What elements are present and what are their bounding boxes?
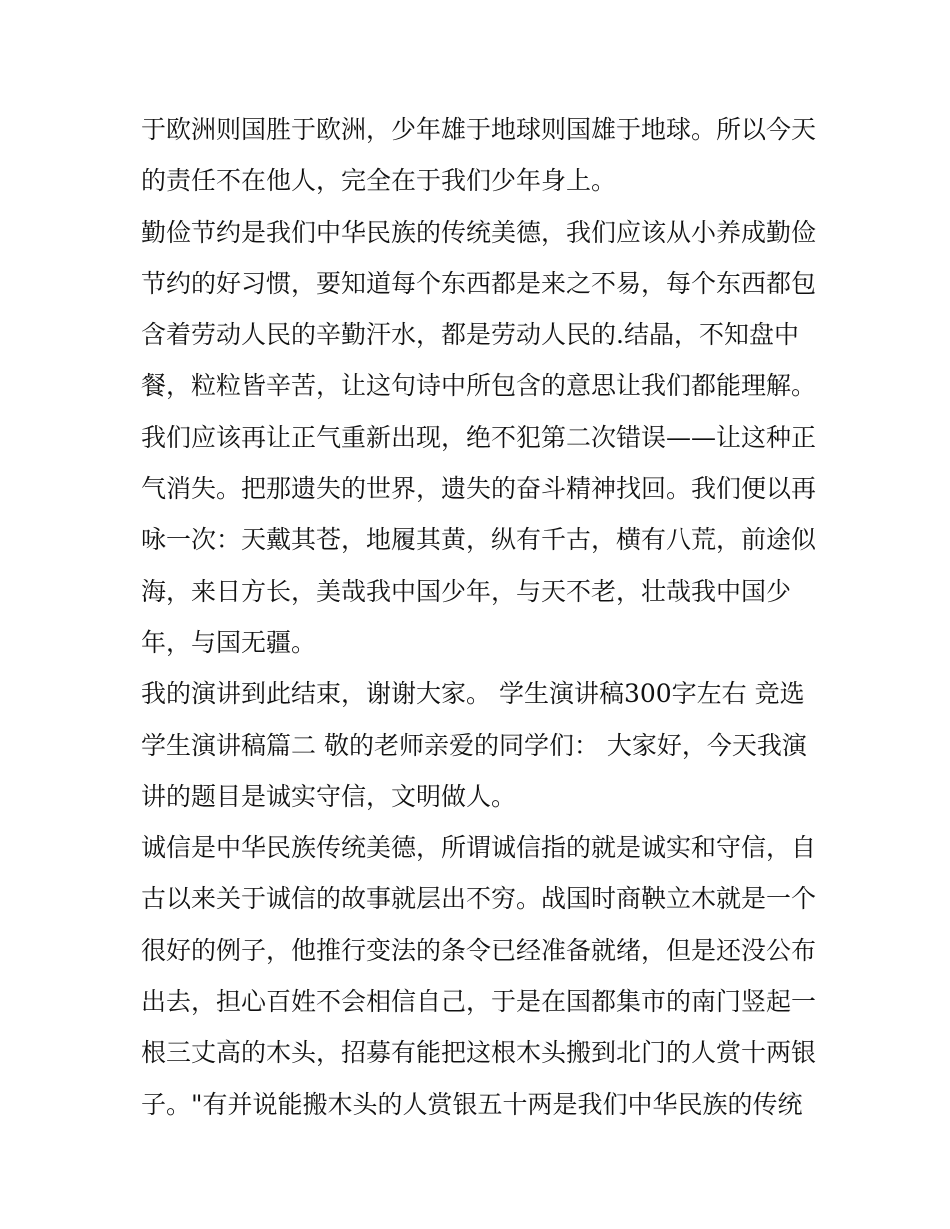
- text-line: 出去，担心百姓不会相信自己，于是在国都集市的南门竖起一: [141, 987, 817, 1017]
- text-line: 古以来关于诚信的故事就层出不穷。战国时商鞅立木就是一个: [141, 884, 817, 914]
- body-text: [141, 104, 817, 1130]
- text-line: 餐，粒粒皆辛苦，让这句诗中所包含的意思让我们都能理解。: [141, 371, 817, 401]
- text-line: 于欧洲则国胜于欧洲，少年雄于地球则国雄于地球。所以今天: [141, 115, 817, 144]
- text-line: 年，与国无疆。: [141, 627, 317, 657]
- text-line: 勤俭节约是我们中华民族的传统美德，我们应该从小养成勤俭: [141, 217, 817, 247]
- text-line: 学生演讲稿篇二 敬的老师亲爱的同学们： 大家好，今天我演: [141, 730, 807, 760]
- text-line: 含着劳动人民的辛勤汗水，都是劳动人民的.结晶，不知盘中: [141, 320, 799, 350]
- text-line: 节约的好习惯，要知道每个东西都是来之不易，每个东西都包: [141, 268, 817, 298]
- text-line: 根三丈高的木头，招募有能把这根木头搬到北门的人赏十两银: [141, 1038, 817, 1068]
- text-line: 我们应该再让正气重新出现，绝不犯第二次错误——让这种正: [141, 422, 817, 452]
- text-line: 讲的题目是诚实守信，文明做人。: [141, 781, 517, 811]
- text-line: 子。"有并说能搬木头的人赏银五十两是我们中华民族的传统: [141, 1089, 803, 1119]
- text-line: 很好的例子，他推行变法的条令已经准备就绪，但是还没公布: [141, 935, 817, 965]
- text-line: 诚信是中华民族传统美德，所谓诚信指的就是诚实和守信，自: [141, 833, 817, 863]
- text-line: 咏一次：天戴其苍，地履其黄，纵有千古，横有八荒，前途似: [141, 525, 817, 555]
- text-line: 海，来日方长，美哉我中国少年，与天不老，壮哉我中国少: [141, 576, 792, 606]
- text-line: 的责任不在他人，完全在于我们少年身上。: [141, 166, 617, 196]
- text-line: 气消失。把那遗失的世界，遗失的奋斗精神找回。我们便以再: [141, 474, 817, 504]
- text-line: 我的演讲到此结束，谢谢大家。 学生演讲稿300字左右 竞选: [141, 679, 805, 709]
